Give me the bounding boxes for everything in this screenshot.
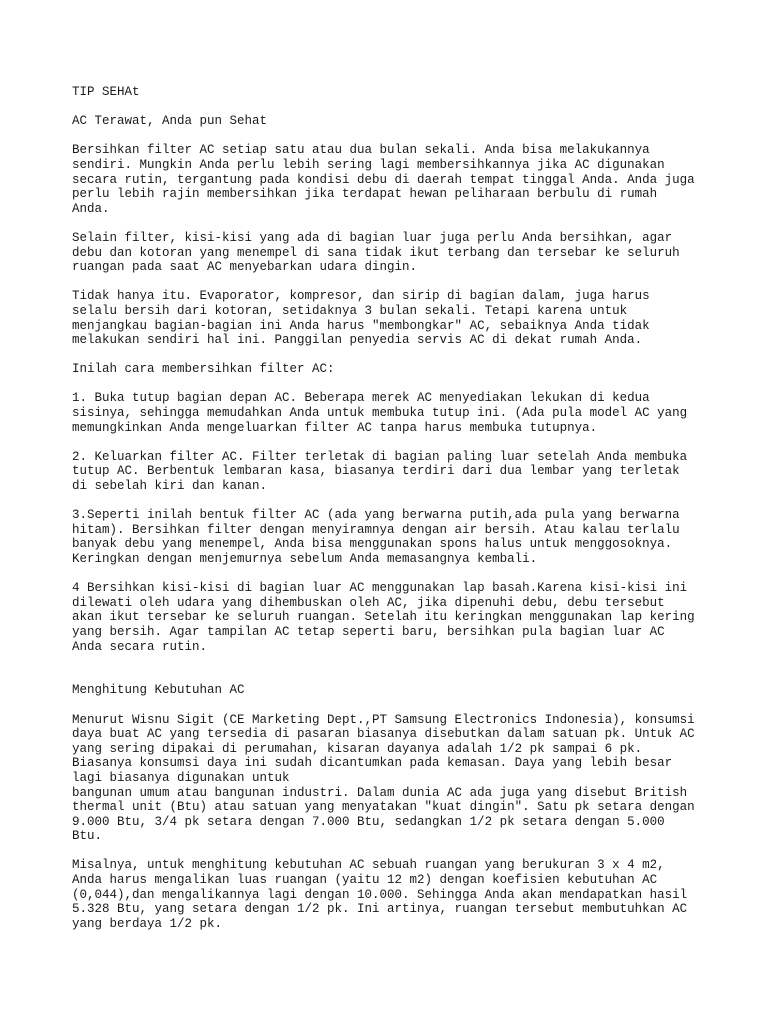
paragraph-calculation-example: Misalnya, untuk menghitung kebutuhan AC sebuah ruangan yang berukuran 3 x 4 m2, Anda harus mengalikan luas ruangan (yaitu 12 m2) dengan koefisien kebutuhan AC (0,044),dan mengalikannya lagi dengan 10.000. Sehingga Anda akan mendapatkan hasil 5.328 Btu, yang setara dengan 1/2 pk. Ini artinya, ruangan tersebut membutuhkan AC yang berdaya 1/2 pk. bbox=[72, 858, 688, 931]
step-2: 2. Keluarkan filter AC. Filter terletak di bagian paling luar setelah Anda membuka tutup AC. Berbentuk lembaran kasa, biasanya terdiri dari dua lembar yang terletak di sebelah kiri dan kanan. bbox=[72, 449, 688, 494]
paragraph-grille-cleaning: Selain filter, kisi-kisi yang ada di bagian luar juga perlu Anda bersihkan, agar debu dan kotoran yang menempel di sana tidak ikut terbang dan tersebar ke seluruh ruangan pada saat AC menyebarkan udara dingin. bbox=[72, 230, 680, 275]
paragraph-evaporator-service: Tidak hanya itu. Evaporator, kompresor, dan sirip di bagian dalam, juga harus selalu bersih dari kotoran, setidaknya 3 bulan sekali. Tetapi karena untuk menjangkau bagian-bagian ini Anda harus "membongkar" AC, sebaiknya Anda tidak melakukan sendiri hal ini. Panggilan penyedia servis AC di dekat rumah Anda. bbox=[72, 289, 650, 348]
step-3: 3.Seperti inilah bentuk filter AC (ada yang berwarna putih,ada pula yang berwarna hitam). Bersihkan filter dengan menyiramnya dengan air bersih. Atau kalau terlalu banyak debu yang menempel, Anda bisa menggunakan spons halus untuk menggosoknya. Keringkan dengan menjemurnya sebelum Anda memasangnya kembali. bbox=[72, 508, 680, 566]
step-4: 4 Bersihkan kisi-kisi di bagian luar AC menggunakan lap basah.Karena kisi-kisi ini dilewati oleh udara yang dihembuskan oleh AC, jika dipenuhi debu, debu tersebut akan ikut tersebar ke seluruh ruangan. Setelah itu keringkan menggunakan lap kering yang bersih. Agar tampilan AC tetap seperti baru, bersihkan pula bagian luar AC Anda secara rutin. bbox=[72, 581, 695, 654]
paragraph-filter-frequency: Bersihkan filter AC setiap satu atau dua bulan sekali. Anda bisa melakukannya sendiri. Mungkin Anda perlu lebih sering lagi membersihkannya jika AC digunakan secara rutin, tergantung pada kondisi debu di daerah tempat tinggal Anda. Anda juga perlu lebih rajin membersihkan jika terdapat hewan peliharaan berbulu di rumah Anda. bbox=[72, 143, 695, 216]
paragraph-steps-intro: Inilah cara membersihkan filter AC: bbox=[72, 362, 335, 377]
document-body bbox=[72, 85, 712, 946]
step-1: 1. Buka tutup bagian depan AC. Beberapa merek AC menyediakan lekukan di kedua sisinya, sehingga memudahkan Anda untuk membuka tutup ini. (Ada pula model AC yang memungkinkan Anda mengeluarkan filter AC tanpa harus membuka tutupnya. bbox=[72, 391, 688, 435]
document-title: TIP SEHAt bbox=[72, 85, 140, 99]
section-heading-kebutuhan-ac: Menghitung Kebutuhan AC bbox=[72, 683, 245, 698]
paragraph-power-consumption: Menurut Wisnu Sigit (CE Marketing Dept.,PT Samsung Electronics Indonesia), konsumsi daya buat AC yang tersedia di pasaran biasanya disebutkan dalam satuan pk. Untuk AC yang sering dipakai di perumahan, kisaran dayanya adalah 1/2 pk sampai 6 pk. Biasanya konsumsi daya ini sudah dicantumkan pada kemasan. Daya yang lebih besar lagi biasanya digunakan untuk bangunan umum atau bangunan industri. Dalam dunia AC ada juga yang disebut British thermal unit (Btu) atau satuan yang menyatakan "kuat dingin". Satu pk setara dengan 9.000 Btu, 3/4 pk setara dengan 7.000 Btu, sedangkan 1/2 pk setara dengan 5.000 Btu. bbox=[72, 712, 695, 844]
document-subtitle: AC Terawat, Anda pun Sehat bbox=[72, 114, 268, 129]
